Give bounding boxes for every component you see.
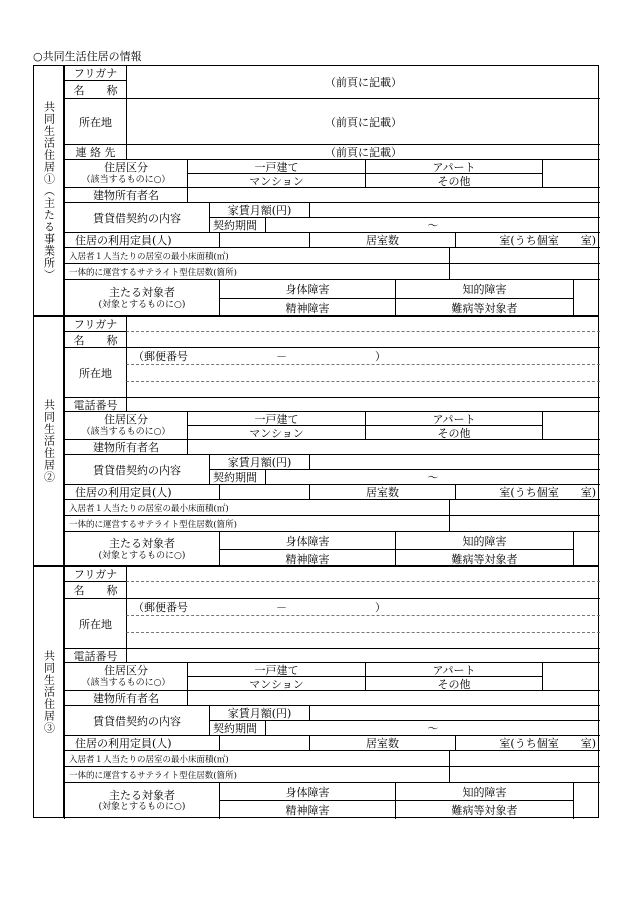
contact-value: （前頁に記載）	[126, 144, 600, 159]
furigana-name-value: （前頁に記載）	[126, 66, 600, 98]
address-line-2[interactable]	[126, 632, 600, 648]
option-intellectual[interactable]: 知的障害	[395, 782, 573, 800]
rent-field[interactable]	[309, 705, 600, 720]
term-label: 契約期間	[209, 217, 265, 232]
option-mental[interactable]: 精神障害	[219, 549, 395, 567]
satellite-field[interactable]	[449, 766, 600, 782]
target-blank[interactable]	[573, 782, 600, 819]
residence-type-label: 住居区分 （該当するものに○）	[64, 159, 187, 187]
option-other[interactable]: その他	[365, 676, 542, 690]
option-intractable[interactable]: 難病等対象者	[395, 549, 573, 567]
min-area-field[interactable]	[449, 247, 600, 263]
capacity-label: 住居の利用定員(人)	[64, 735, 219, 750]
location-value: （前頁に記載）	[126, 98, 600, 144]
satellite-label: 一体的に運営するサテライト型住居数(箇所)	[64, 766, 449, 782]
rent-field[interactable]	[309, 454, 600, 469]
capacity-label: 住居の利用定員(人)	[64, 484, 219, 499]
contact-label: 連 絡 先	[64, 144, 126, 159]
option-apartment[interactable]: アパート	[365, 662, 542, 676]
rooms-label: 居室数	[309, 735, 455, 750]
option-mansion[interactable]: マンション	[187, 676, 365, 690]
residence-section-3	[33, 566, 599, 818]
owner-name-label: 建物所有者名	[64, 187, 187, 202]
owner-name-field[interactable]	[187, 187, 600, 202]
furigana-label: フリガナ	[64, 317, 126, 331]
option-mansion[interactable]: マンション	[187, 173, 365, 187]
min-area-label: 入居者１人当たりの居室の最小床面積(㎡)	[64, 247, 449, 263]
owner-name-label: 建物所有者名	[64, 690, 187, 705]
phone-label: 電話番号	[64, 648, 126, 662]
option-detached[interactable]: 一戸建て	[187, 159, 365, 173]
phone-field[interactable]	[126, 648, 600, 662]
rent-label: 家賃月額(円)	[209, 705, 309, 720]
option-physical[interactable]: 身体障害	[219, 279, 395, 298]
owner-name-field[interactable]	[187, 690, 600, 705]
owner-name-label: 建物所有者名	[64, 439, 187, 454]
target-blank[interactable]	[573, 279, 600, 317]
location-label: 所在地	[64, 98, 126, 144]
residence-type-label: 住居区分 （該当するものに○）	[64, 411, 187, 439]
term-label: 契約期間	[209, 720, 265, 735]
phone-field[interactable]	[126, 397, 600, 411]
rooms-single-field[interactable]: 室(うち個室 室)	[455, 735, 600, 750]
term-field[interactable]: ～	[265, 217, 600, 232]
name-label: 名 称	[64, 331, 126, 347]
residence-section-2	[33, 316, 599, 566]
target-label: 主たる対象者 (対象とするものに○)	[64, 531, 219, 567]
capacity-label: 住居の利用定員(人)	[64, 232, 219, 247]
name-field[interactable]	[126, 331, 600, 347]
satellite-field[interactable]	[449, 263, 600, 279]
option-intractable[interactable]: 難病等対象者	[395, 298, 573, 317]
target-blank[interactable]	[573, 531, 600, 567]
residence-type-blank[interactable]	[542, 662, 600, 690]
rooms-single-field[interactable]: 室(うち個室 室)	[455, 484, 600, 499]
capacity-field[interactable]	[219, 484, 309, 499]
furigana-label: フリガナ	[64, 567, 126, 581]
option-mental[interactable]: 精神障害	[219, 298, 395, 317]
furigana-field[interactable]	[126, 317, 600, 331]
lease-content-label: 賃貸借契約の内容	[64, 202, 209, 232]
capacity-field[interactable]	[219, 735, 309, 750]
residence-section-1	[33, 65, 599, 316]
postal-code-field[interactable]: （郵便番号 － ）	[126, 598, 600, 615]
rent-label: 家賃月額(円)	[209, 454, 309, 469]
name-label: 名 称	[64, 581, 126, 598]
address-line-2[interactable]	[126, 381, 600, 397]
option-apartment[interactable]: アパート	[365, 159, 542, 173]
target-label: 主たる対象者 (対象とするものに○)	[64, 279, 219, 317]
target-label: 主たる対象者 (対象とするものに○)	[64, 782, 219, 819]
rooms-single-field[interactable]: 室(うち個室 室)	[455, 232, 600, 247]
residence-type-label: 住居区分 （該当するものに○）	[64, 662, 187, 690]
section-side-label: 共同生活住居②	[34, 317, 64, 565]
option-detached[interactable]: 一戸建て	[187, 411, 365, 425]
section-side-label: 共同生活住居①（主たる事業所）	[34, 66, 64, 315]
min-area-label: 入居者１人当たりの居室の最小床面積(㎡)	[64, 499, 449, 515]
name-label: 名 称	[64, 80, 126, 98]
lease-content-label: 賃貸借契約の内容	[64, 454, 209, 484]
term-field[interactable]: ～	[265, 469, 600, 484]
option-other[interactable]: その他	[365, 173, 542, 187]
term-field[interactable]: ～	[265, 720, 600, 735]
option-intellectual[interactable]: 知的障害	[395, 531, 573, 549]
rent-label: 家賃月額(円)	[209, 202, 309, 217]
location-label: 所在地	[64, 347, 126, 397]
option-apartment[interactable]: アパート	[365, 411, 542, 425]
address-line-1[interactable]	[126, 364, 600, 381]
option-mental[interactable]: 精神障害	[219, 800, 395, 819]
residence-type-blank[interactable]	[542, 411, 600, 439]
location-label: 所在地	[64, 598, 126, 648]
page-title: ○共同生活住居の情報	[33, 50, 142, 63]
owner-name-field[interactable]	[187, 439, 600, 454]
min-area-label: 入居者１人当たりの居室の最小床面積(㎡)	[64, 750, 449, 766]
section-side-label: 共同生活住居③	[34, 567, 64, 817]
capacity-field[interactable]	[219, 232, 309, 247]
option-intellectual[interactable]: 知的障害	[395, 279, 573, 298]
furigana-label: フリガナ	[64, 66, 126, 80]
option-detached[interactable]: 一戸建て	[187, 662, 365, 676]
satellite-label: 一体的に運営するサテライト型住居数(箇所)	[64, 263, 449, 279]
lease-content-label: 賃貸借契約の内容	[64, 705, 209, 735]
name-field[interactable]	[126, 581, 600, 598]
rent-field[interactable]	[309, 202, 600, 217]
min-area-field[interactable]	[449, 499, 600, 515]
address-line-1[interactable]	[126, 615, 600, 632]
residence-type-blank[interactable]	[542, 159, 600, 187]
rooms-label: 居室数	[309, 232, 455, 247]
term-label: 契約期間	[209, 469, 265, 484]
option-physical[interactable]: 身体障害	[219, 782, 395, 800]
option-intractable[interactable]: 難病等対象者	[395, 800, 573, 819]
furigana-field[interactable]	[126, 567, 600, 581]
rooms-label: 居室数	[309, 484, 455, 499]
option-mansion[interactable]: マンション	[187, 425, 365, 439]
satellite-field[interactable]	[449, 515, 600, 531]
option-physical[interactable]: 身体障害	[219, 531, 395, 549]
option-other[interactable]: その他	[365, 425, 542, 439]
satellite-label: 一体的に運営するサテライト型住居数(箇所)	[64, 515, 449, 531]
phone-label: 電話番号	[64, 397, 126, 411]
min-area-field[interactable]	[449, 750, 600, 766]
postal-code-field[interactable]: （郵便番号 － ）	[126, 347, 600, 364]
